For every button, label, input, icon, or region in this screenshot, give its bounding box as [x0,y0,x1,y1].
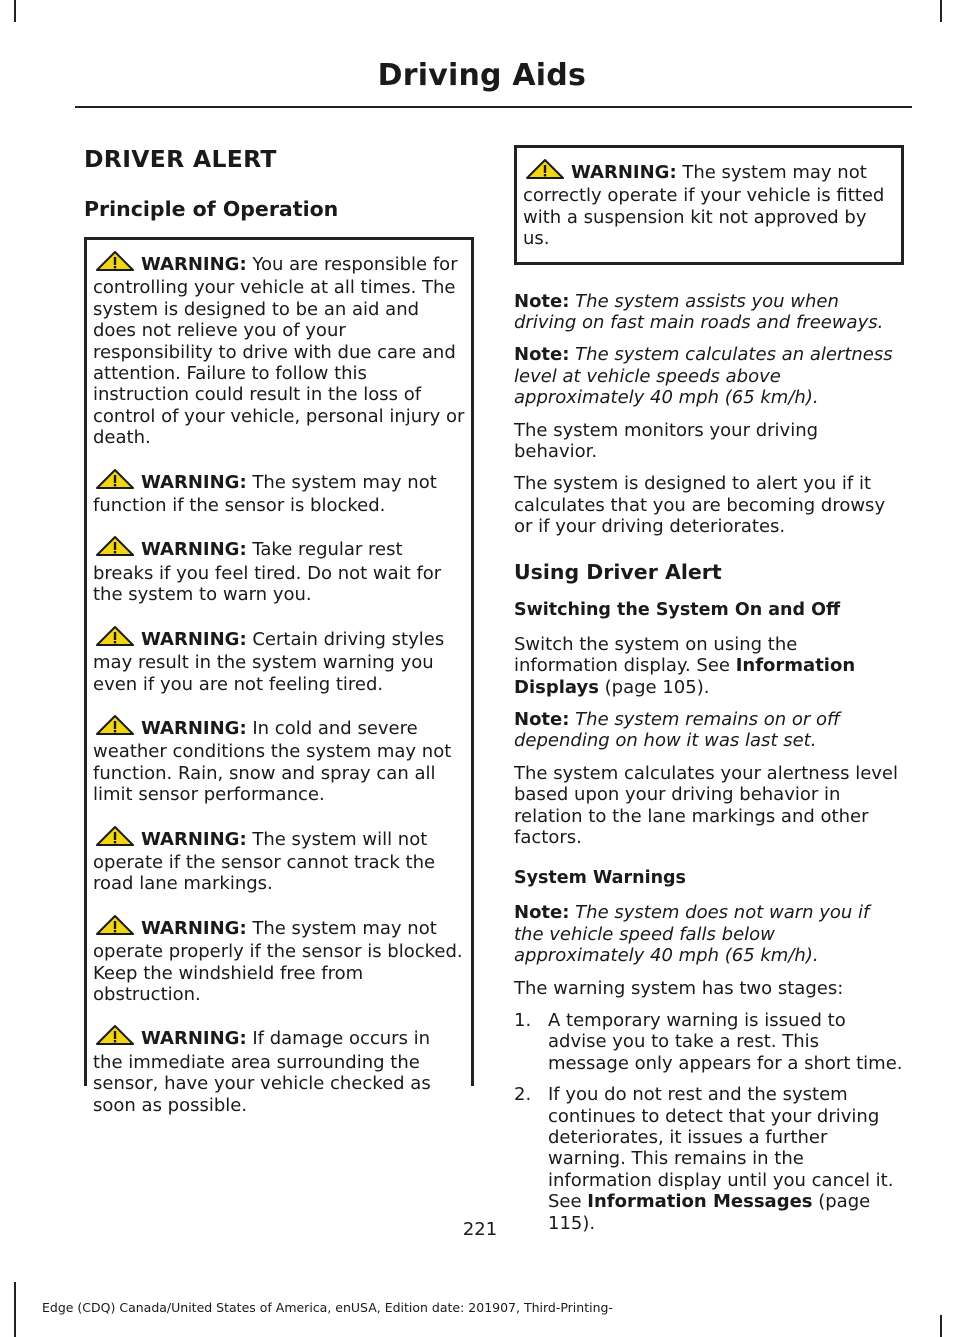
warning-text: Take regular rest breaks if you feel tired. Do not wait for the system to warn you. [93,539,442,606]
warning-text: If damage occurs in the immediate area surrounding the sensor, have your vehicle checked as soon as possible. [93,1028,431,1116]
warning-triangle-icon [93,468,137,495]
warning-stages-list [514,1010,904,1234]
warning-label: WARNING: [141,828,247,850]
warning-text: The system may not operate properly if the sensor is blocked. Keep the windshield free from obstruction. [93,917,463,1005]
crop-mark-bottom-right [940,1315,942,1337]
paragraph-monitors: The system monitors your driving behavior. [514,419,819,463]
warning-item [93,625,465,695]
note-fast-roads: Note: The system assists you when driving on fast main roads and freeways. [514,290,884,334]
page-number: 221 [462,1219,498,1240]
note-no-warn: Note: The system does not warn you if the vehicle speed falls below approximately 40 mph (65 km/h). [514,902,870,967]
warning-label: WARNING: [141,917,247,939]
warning-text: The system may not function if the sensor is blocked. [93,471,437,517]
warning-text: The system will not operate if the sensor cannot track the road lane markings. [93,828,436,895]
warning-triangle-icon [93,625,137,652]
crop-mark-top-left [14,0,16,22]
warning-triangle-icon [523,158,567,185]
right-column [514,145,904,1244]
warning-triangle-icon [93,250,137,277]
warning-triangle-icon [93,825,137,852]
warning-label: WARNING: [141,539,247,561]
warning-triangle-icon [93,914,137,941]
warning-label: WARNING: [141,1028,247,1050]
warning-item [93,914,465,1006]
crop-mark-bottom-left [14,1282,16,1337]
page-heading: DRIVER ALERT [84,145,277,173]
warning-text: You are responsible for controlling your vehicle at all times. The system is designed to be an aid and does not relieve you of your responsibility to drive with due care and attention. Failure to follow this instruction could result in the loss of control of your vehicle, personal injury or death. [93,254,465,449]
xref-information-messages[interactable]: Information Messages [587,1191,813,1213]
section-title: Driving Aids [377,58,586,93]
warning-label: WARNING: [141,471,247,493]
warning-text: Certain driving styles may result in the system warning you even if you are not feeling tired. [93,628,445,695]
warning-item [93,468,465,517]
warning-item [93,535,465,605]
warning-label: WARNING: [141,717,247,739]
header-rule [75,106,912,108]
paragraph-calculates: The system calculates your alertness level based upon your driving behavior in relation to the lane markings and other factors. [514,762,899,848]
footer-edition: Edge (CDQ) Canada/United States of America, enUSA, Edition date: 201907, Third-Printing- [42,1300,613,1315]
heading-switching: Switching the System On and Off [514,599,841,620]
warning-item [93,250,465,449]
warning-item [93,825,465,895]
heading-using-driver-alert: Using Driver Alert [514,559,722,584]
warning-label: WARNING: [571,162,677,183]
warning-triangle-icon [93,714,137,741]
warning-box [514,145,904,265]
warning-text: In cold and severe weather conditions the system may not function. Rain, snow and spray can all limit sensor performance. [93,717,452,806]
list-item: 2. If you do not rest and the system continues to detect that your driving deteriorates, it issues a further warning. This remains in the information display until you cancel it. See Information Messages (page 115). [514,1084,894,1234]
crop-mark-top-right [940,0,942,22]
paragraph-switch: Switch the system on using the information display. See Information Displays (page 105). [514,633,856,698]
xref-information-displays[interactable]: Information Displays [514,655,856,698]
note-remains: Note: The system remains on or off depending on how it was last set. [514,708,840,752]
subheading-principle: Principle of Operation [84,197,339,221]
paragraph-two-stages: The warning system has two stages: [514,977,844,999]
note-alertness-speed: Note: The system calculates an alertness level at vehicle speeds above approximately 40 mph (65 km/h). [514,344,893,409]
warning-triangle-icon [93,535,137,562]
warning-item [523,158,895,250]
heading-system-warnings: System Warnings [514,868,686,889]
paragraph-designed: The system is designed to alert you if it calculates that you are becoming drowsy or if your driving deteriorates. [514,473,886,538]
warning-label: WARNING: [141,254,247,275]
warning-item [93,1024,465,1116]
warning-text: The system may not correctly operate if your vehicle is fitted with a suspension kit not approved by us. [523,162,885,250]
warning-item [93,714,465,806]
left-column [84,145,474,1116]
warning-label: WARNING: [141,628,247,650]
list-item: 1. A temporary warning is issued to advise you to take a rest. This message only appears for a short time. [514,1009,903,1074]
warning-triangle-icon [93,1024,137,1051]
warning-box [84,237,474,1116]
